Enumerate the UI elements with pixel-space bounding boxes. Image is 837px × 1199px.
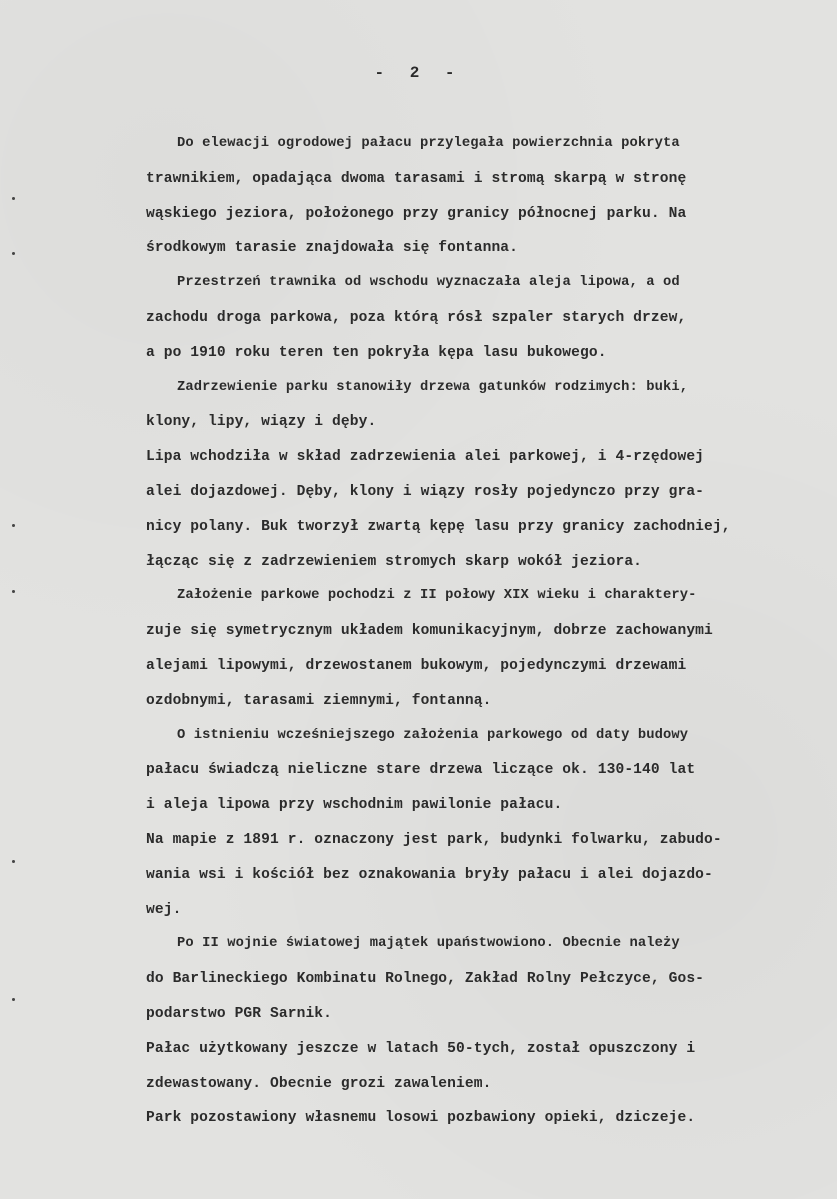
text-line: Do elewacji ogrodowej pałacu przylegała powierzchnia pokryta	[177, 136, 680, 151]
text-line: Przestrzeń trawnika od wschodu wyznaczała aleja lipowa, a od	[177, 275, 680, 291]
scan-speck	[12, 197, 15, 200]
scan-speck	[12, 524, 15, 527]
page-number: - 2 -	[374, 64, 463, 82]
text-line: Założenie parkowe pochodzi z II połowy XIX wieku i charaktery-	[177, 588, 697, 604]
text-line: alei dojazdowej. Dęby, klony i wiązy rosły pojedynczo przy gra-	[146, 483, 705, 500]
text-line: zuje się symetrycznym układem komunikacyjnym, dobrze zachowanymi	[146, 623, 713, 640]
text-line: zachodu droga parkowa, poza którą rósł szpaler starych drzew,	[146, 309, 687, 326]
scan-speck	[12, 860, 15, 863]
text-line: wania wsi i kościół bez oznakowania bryły pałacu i alei dojazdo-	[146, 866, 713, 883]
text-line: O istnieniu wcześniejszego założenia parkowego od daty budowy	[177, 727, 689, 743]
text-line: pałacu świadczą nieliczne stare drzewa liczące ok. 130-140 lat	[146, 762, 696, 779]
text-line: Na mapie z 1891 r. oznaczony jest park, budynki folwarku, zabudo-	[146, 831, 722, 848]
text-line: Po II wojnie światowej majątek upaństwowiono. Obecnie należy	[177, 936, 680, 952]
scan-speck	[12, 252, 15, 255]
text-line: alejami lipowymi, drzewostanem bukowym, pojedynczymi drzewami	[146, 657, 687, 674]
text-line: do Barlineckiego Kombinatu Rolnego, Zakład Rolny Pełczyce, Gos-	[146, 971, 705, 988]
text-line: wąskiego jeziora, położonego przy granicy północnej parku. Na	[146, 205, 687, 222]
text-line: ozdobnymi, tarasami ziemnymi, fontanną.	[146, 692, 492, 709]
scan-speck	[12, 590, 15, 593]
text-line: i aleja lipowa przy wschodnim pawilonie pałacu.	[146, 797, 563, 814]
text-line: Zadrzewienie parku stanowiły drzewa gatunków rodzimych: buki,	[177, 379, 689, 395]
text-line: nicy polany. Buk tworzył zwartą kępę lasu przy granicy zachodniej,	[146, 518, 731, 535]
text-line: podarstwo PGR Sarnik.	[146, 1005, 333, 1022]
text-line: trawnikiem, opadająca dwoma tarasami i stromą skarpą w stronę	[146, 170, 687, 187]
text-line: Park pozostawiony własnemu losowi pozbawiony opieki, dziczeje.	[146, 1110, 696, 1127]
text-line: Lipa wchodziła w skład zadrzewienia alei parkowej, i 4-rzędowej	[146, 449, 705, 466]
text-line: a po 1910 roku teren ten pokryła kępa lasu bukowego.	[146, 344, 607, 361]
text-line: wej.	[146, 901, 182, 918]
scan-speck	[12, 998, 15, 1001]
text-line: klony, lipy, wiązy i dęby.	[146, 414, 377, 431]
body-text	[146, 134, 836, 1143]
text-line: łącząc się z zadrzewieniem stromych skarp wokół jeziora.	[146, 553, 643, 570]
text-line: zdewastowany. Obecnie grozi zawaleniem.	[146, 1075, 492, 1092]
text-line: Pałac użytkowany jeszcze w latach 50-tych, został opuszczony i	[146, 1040, 696, 1057]
text-line: środkowym tarasie znajdowała się fontanna.	[146, 240, 519, 257]
